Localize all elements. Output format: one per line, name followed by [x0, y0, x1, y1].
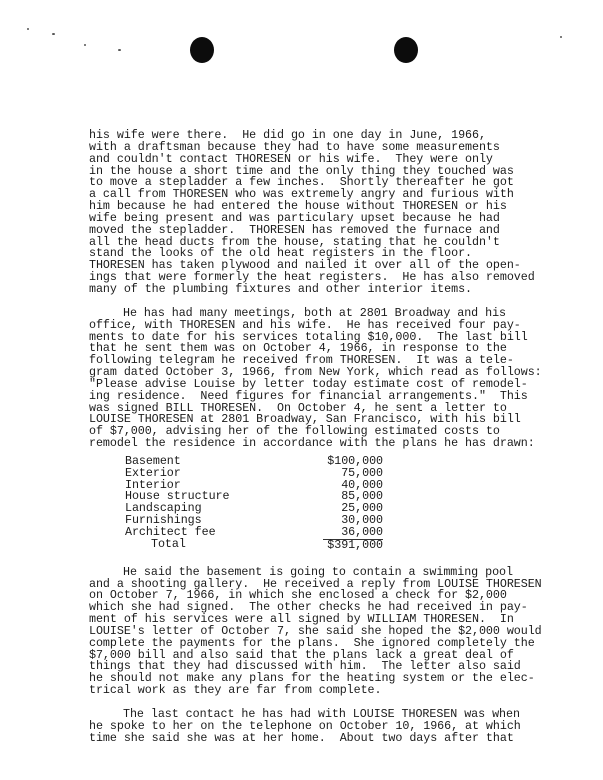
cost-amount: 25,000 [341, 501, 383, 516]
cost-item: Landscaping [125, 501, 202, 516]
cost-amount: $100,000 [327, 453, 383, 468]
paragraph-1 [89, 130, 589, 296]
cost-item: Architect fee [125, 525, 216, 539]
text-line: moved the stepladder. THORESEN has removed the furnace and [89, 222, 500, 237]
text-line: $7,000 bill and also said that the plans lack a great deal of [89, 647, 514, 662]
text-line: ing residence. Need figures for financial arrangements." This [89, 388, 528, 403]
text-line: trical work as they are far from complete. [89, 683, 382, 698]
scan-speck [52, 33, 55, 35]
text-line: all the head ducts from the house, stating that he couldn't [89, 234, 500, 249]
text-line: to move a stepladder a few inches. Shortly thereafter he got [89, 175, 514, 190]
cost-item: Basement [125, 453, 181, 468]
text-line: with a draftsman because they had to have some measurements [89, 139, 500, 154]
text-line: LOUISE's letter of October 7, she said she hoped the $2,000 would [89, 623, 542, 638]
text-line: of $7,000, advising her of the following estimated costs to [89, 424, 500, 439]
text-line: time she said she was at her home. About two days after that [89, 730, 514, 745]
text-line: complete the payments for the plans. She ignored completely the [89, 635, 535, 650]
text-line: he spoke to her on the telephone on October 10, 1966, at which [89, 718, 521, 733]
text-line: LOUISE THORESEN at 2801 Broadway, San Francisco, with his bill [89, 412, 521, 427]
total-row [125, 539, 383, 551]
cost-item: Interior [125, 477, 181, 492]
text-line: and couldn't contact THORESEN or his wife. They were only [89, 151, 493, 166]
text-line: He has had many meetings, both at 2801 Broadway and his [123, 305, 507, 320]
text-line: him because he had entered the house without THORESEN or his [89, 199, 507, 214]
paragraph-2 [89, 305, 589, 451]
text-line: ments to date for his services totaling $10,000. The last bill [89, 329, 528, 344]
cost-item: Furnishings [125, 513, 202, 528]
text-line: THORESEN has taken plywood and nailed it over all of the open- [89, 258, 521, 273]
scan-speck [560, 36, 562, 38]
text-line: gram dated October 3, 1966, from New York, which read as follows: [89, 365, 542, 380]
text-line: his wife were there. He did go in one day in June, 1966, [89, 128, 486, 142]
text-line: on October 7, 1966, in which she enclosed a check for $2,000 [89, 588, 507, 603]
text-line: many of the plumbing fixtures and other interior items. [89, 281, 473, 296]
text-line: which she had signed. The other checks he had received in pay- [89, 600, 528, 615]
text-line: he should not make any plans for the heating system or the elec- [89, 671, 535, 686]
text-line: The last contact he has had with LOUISE THORESEN was when [123, 706, 520, 721]
punch-hole-right [394, 37, 418, 63]
text-line: office, with THORESEN and his wife. He has received four pay- [89, 317, 521, 332]
text-line: that he sent them was on October 4, 1966, in response to the [89, 341, 507, 356]
text-line: stand the looks of the old heat registers in the floor. [89, 246, 473, 261]
text-line: "Please advise Louise by letter today estimate cost of remodel- [89, 376, 528, 391]
cost-amount: 85,000 [341, 489, 383, 504]
text-line: remodel the residence in accordance with the plans he has drawn: [89, 436, 535, 451]
text-line: in the house a short time and the only thing they touched was [89, 163, 514, 178]
paragraph-4 [89, 706, 589, 745]
scan-speck [84, 44, 86, 46]
total-label: Total [151, 537, 186, 552]
total-amount: $391,000 [327, 537, 383, 552]
scan-speck [118, 49, 121, 51]
cost-amount: 40,000 [341, 477, 383, 492]
memo-body [89, 130, 589, 745]
text-line: ings that were formerly the heat registers. He has also removed [89, 270, 535, 285]
scan-speck [27, 28, 29, 30]
text-line: wife being present and was particulary upset because he had [89, 210, 500, 225]
text-line: ment of his services were all signed by WILLIAM THORESEN. In [89, 612, 514, 627]
cost-estimate-table [125, 453, 383, 552]
text-line: He said the basement is going to contain a swimming pool [123, 564, 513, 579]
text-line: was signed BILL THORESEN. On October 4, he sent a letter to [89, 400, 507, 415]
text-line: and a shooting gallery. He received a reply from LOUISE THORESEN [89, 576, 542, 591]
text-line: a call from THORESEN who was extremely angry and furious with [89, 187, 514, 202]
cost-item: Exterior [125, 465, 181, 480]
paragraph-3 [89, 564, 589, 698]
cost-amount: 75,000 [341, 465, 383, 480]
text-line: following telegram he received from THORESEN. It was a tele- [89, 353, 514, 368]
cost-amount: 30,000 [341, 513, 383, 528]
cost-item: House structure [125, 489, 230, 504]
punch-hole-left [190, 37, 214, 63]
cost-amount: 36,000 [323, 527, 383, 539]
text-line: things that they had discussed with him. The letter also said [89, 659, 521, 674]
